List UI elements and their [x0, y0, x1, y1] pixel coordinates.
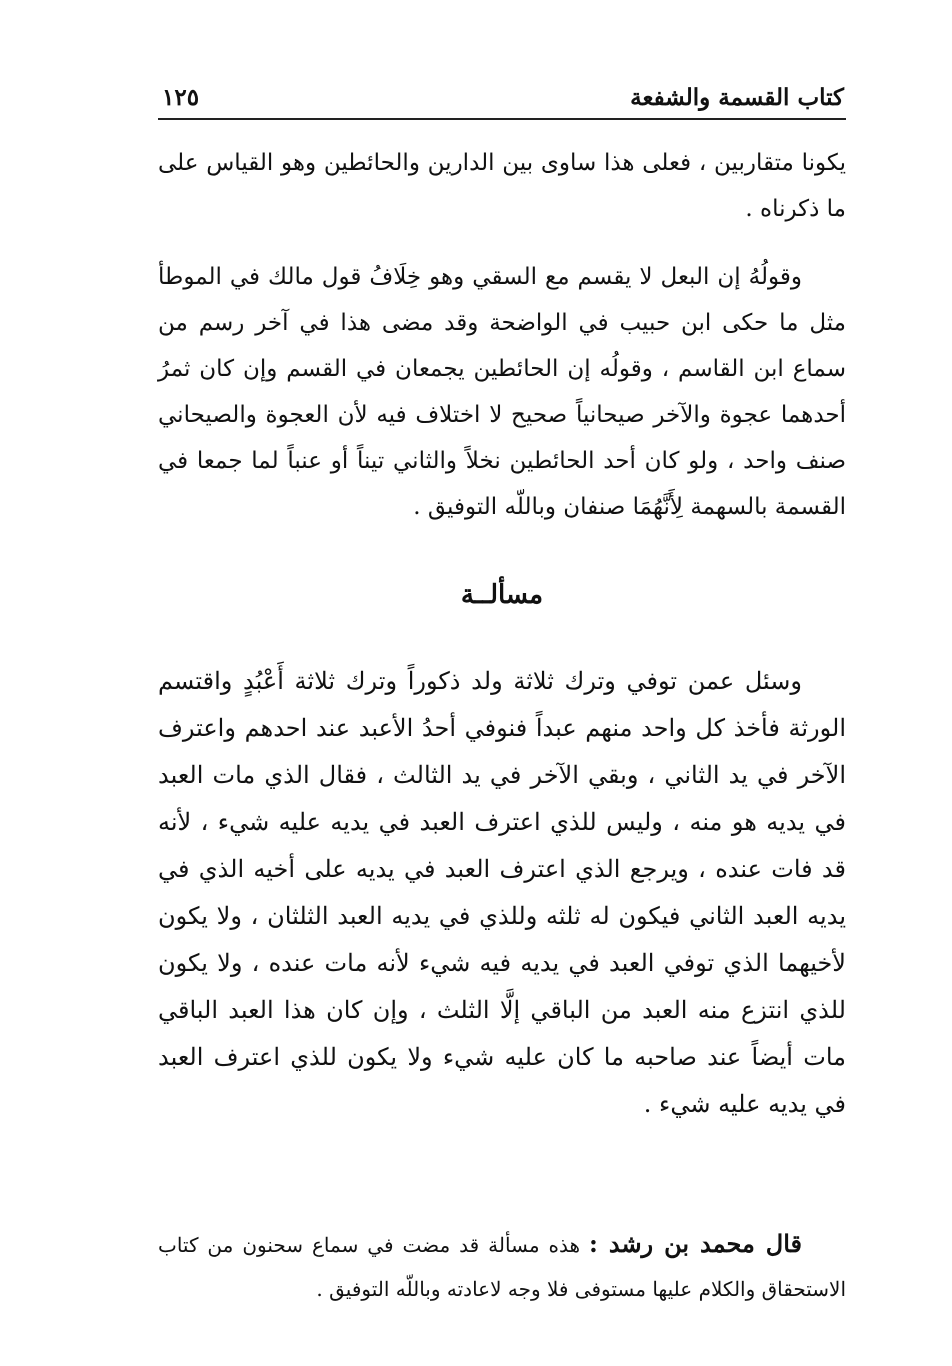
page-number: ١٢٥: [162, 84, 200, 111]
paragraph-1: يكونا متقاربين ، فعلى هذا ساوى بين الدارين والحائطين وهو القياس على ما ذكرناه .: [158, 150, 846, 222]
book-title: كتاب القسمة والشفعة: [630, 84, 844, 111]
question-paragraph: وسئل عمن توفي وترك ثلاثة ولد ذكوراً وترك ثلاثة أَعْبُدٍ واقتسم الورثة فأخذ كل واحد منهم عبداً فنوفي أحدُ الأعبد عند احدهم واعترف الآخر في يد الثاني ، وبقي الآخر في يد الثالث ، فقال الذي مات العبد في يديه هو منه ، وليس للذي اعترف العبد في يديه عليه شيء ، لأنه قد فات عنده ، ويرجع الذي اعترف العبد في يديه على أخيه الذي في يديه العبد الثاني فيكون له ثلثه وللذي في يديه العبد الثلثان ، ولا يكون لأخيهما الذي توفي العبد في يديه فيه شيء لأنه مات عنده ، ولا يكون للذي انتزع منه العبد من الباقي إلَّا الثلث ، وإن كان هذا العبد الباقي مات أيضاً عند صاحبه ما كان عليه شيء ولا يكون للذي اعترف العبد في يديه عليه شيء .: [158, 667, 846, 1118]
section-heading: مسألــة: [460, 580, 544, 610]
page-header: [158, 80, 846, 120]
commentary-paragraph: [158, 1222, 846, 1311]
paragraph-2: وقولُهُ إن البعل لا يقسم مع السقي وهو خِلَافُ قول مالك في الموطأ مثل ما حكى ابن حبيب في الواضحة وقد مضى هذا في آخر رسم من سماع ابن القاسم ، وقولُه إن الحائطين يجمعان في القسم وإن كان ثمرُ أحدهما عجوة والآخر صيحانياً صحيح لا اختلاف فيه لأن العجوة والصيحاني صنف واحد ، ولو كان أحد الحائطين نخلاً والثاني تيناً أو عنباً لما جمعا في القسمة بالسهمة لِأَنَّهُمَا صنفان وباللّه التوفيق .: [158, 264, 846, 520]
commentary-author: قال محمد بن رشد :: [589, 1229, 802, 1258]
document-page: [158, 80, 846, 1340]
commentary-text: هذه مسألة قد مضت في سماع سحنون من كتاب الاستحقاق والكلام عليها مستوفى فلا وجه لاعادته وباللّه التوفيق .: [158, 1233, 846, 1301]
